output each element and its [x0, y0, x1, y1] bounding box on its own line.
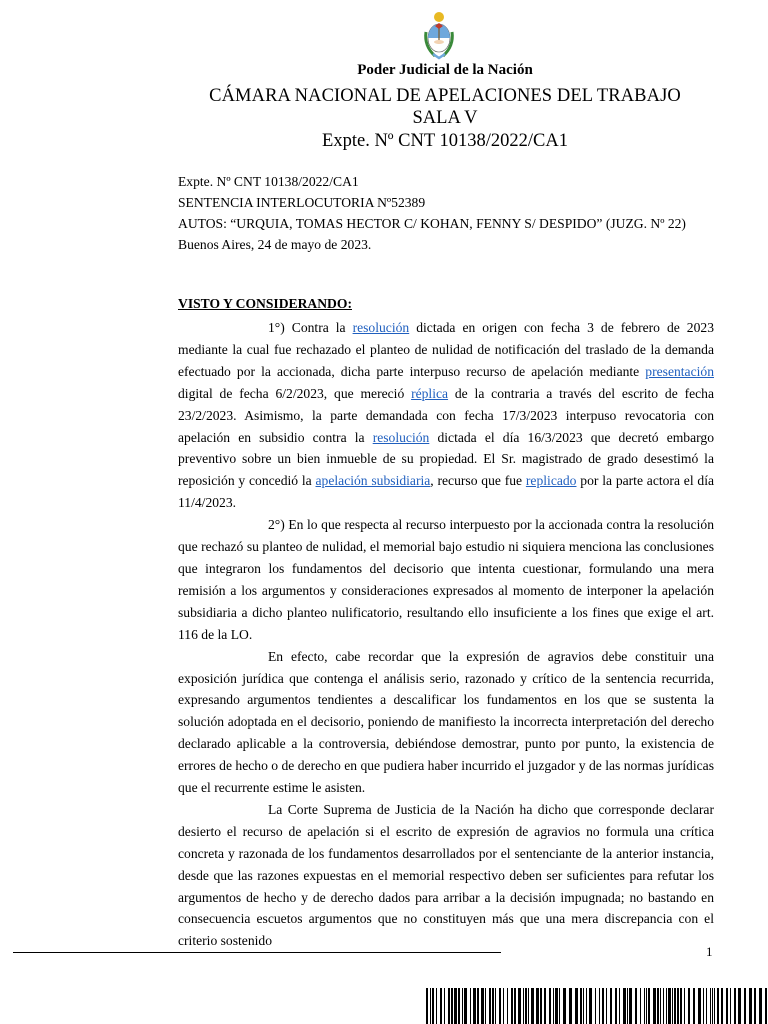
p1-text-5: dictada el día 16/3/2023 que decretó embargo preventivo sobre un bien inmueble de su propiedad. El Sr. magistrado de grado desestimó la reposición y concedió la [178, 429, 715, 489]
p1-text-6: , recurso que fue [430, 473, 526, 489]
meta-autos: AUTOS: “URQUIA, TOMAS HECTOR C/ KOHAN, FENNY S/ DESPIDO” (JUZG. Nº 22) [178, 216, 686, 231]
document-body [178, 317, 714, 952]
p1-text-2: dictada en origen con fecha 3 de febrero de 2023 mediante la cual fue rechazado el planteo de nulidad de notificación del traslado de la demanda efectuado por la accionada, dicha parte interpuso recurso de apelación mediante [178, 320, 714, 379]
link-presentacion[interactable]: presentación [645, 363, 714, 379]
paragraph-2: 2°) En lo que respecta al recurso interpuesto por la accionada contra la resolución que rechazó su planteo de nulidad, el memorial bajo estudio ni siquiera menciona las conclusiones que integraron los fundamentos del decisorio que intenta cuestionar, formulando una mera remisión a los argumentos y consideraciones expresados al momento de interponer la apelación subsidiaria a dicho planteo nulificatorio, resultando ello insuficiente a los fines que exige el art. 116 de la LO. [178, 517, 714, 642]
link-resolucion-1[interactable]: resolución [352, 320, 410, 335]
footer-divider [13, 952, 501, 953]
p1-text-4: de la contraria a través del escrito de fecha 23/2/2023. Asimismo, la parte demandada con fecha 17/3/2023 interpuso revocatoria con apelación en subsidio contra la [178, 385, 715, 445]
p1-text-3: digital de fecha 6/2/2023, que mereció [178, 385, 412, 401]
link-replicado[interactable]: replicado [525, 473, 577, 489]
case-metadata [178, 171, 714, 255]
p1-text-7: por la parte actora el día 11/4/2023. [178, 473, 715, 511]
paragraph-4: La Corte Suprema de Justicia de la Nación ha dicho que corresponde declarar desierto el recurso de apelación si el escrito de expresión de agravios no formula una crítica concreta y razonada de los fundamentos desarrollados por el sentenciante de la anterior instancia, desde que las razones expuestas en el memorial respectivo deben ser suficientes para refutar los argumentos de hecho y de derecho dados para arribar a la decisión impugnada; no bastando en consecuencia escuetos argumentos que no constituyen más que una mera discrepancia con el criterio sostenido [178, 801, 714, 949]
meta-fecha: Buenos Aires, 24 de mayo de 2023. [178, 237, 372, 252]
barcode [426, 988, 768, 1024]
paragraph-1 [178, 317, 714, 514]
expediente-heading: Expte. Nº CNT 10138/2022/CA1 [322, 131, 568, 151]
chamber-title: CÁMARA NACIONAL DE APELACIONES DEL TRABAJO [209, 86, 681, 106]
section-heading: VISTO Y CONSIDERANDO: [178, 296, 352, 311]
meta-expediente: Expte. Nº CNT 10138/2022/CA1 [178, 174, 359, 189]
link-apelacion-subsidiaria[interactable]: apelación subsidiaria [315, 473, 431, 489]
p1-text-1: 1°) Contra la [268, 320, 353, 335]
link-replica[interactable]: réplica [411, 385, 449, 401]
page-number: 1 [706, 944, 713, 959]
meta-sentencia: SENTENCIA INTERLOCUTORIA Nº52389 [178, 195, 426, 210]
link-resolucion-2[interactable]: resolución [372, 429, 430, 445]
paragraph-3: En efecto, cabe recordar que la expresión de agravios debe constituir una exposición jurídica que contenga el análisis serio, razonado y crítico de la sentencia recurrida, expresando argumentos tendientes a descalificar los fundamentos en los que se sustenta la solución adoptada en el decisorio, poniendo de manifiesto la incorrecta interpretación del derecho declarado aplicable a la controversia, debiéndose demostrar, punto por punto, la existencia de errores de hecho o de derecho en que pudiera haber incurrido el juzgador y de las normas jurídicas que el recurrente estime le asisten. [178, 648, 714, 796]
court-name: Poder Judicial de la Nación [357, 62, 533, 78]
coat-of-arms-seal [422, 10, 456, 60]
sala-title: SALA V [412, 108, 478, 128]
